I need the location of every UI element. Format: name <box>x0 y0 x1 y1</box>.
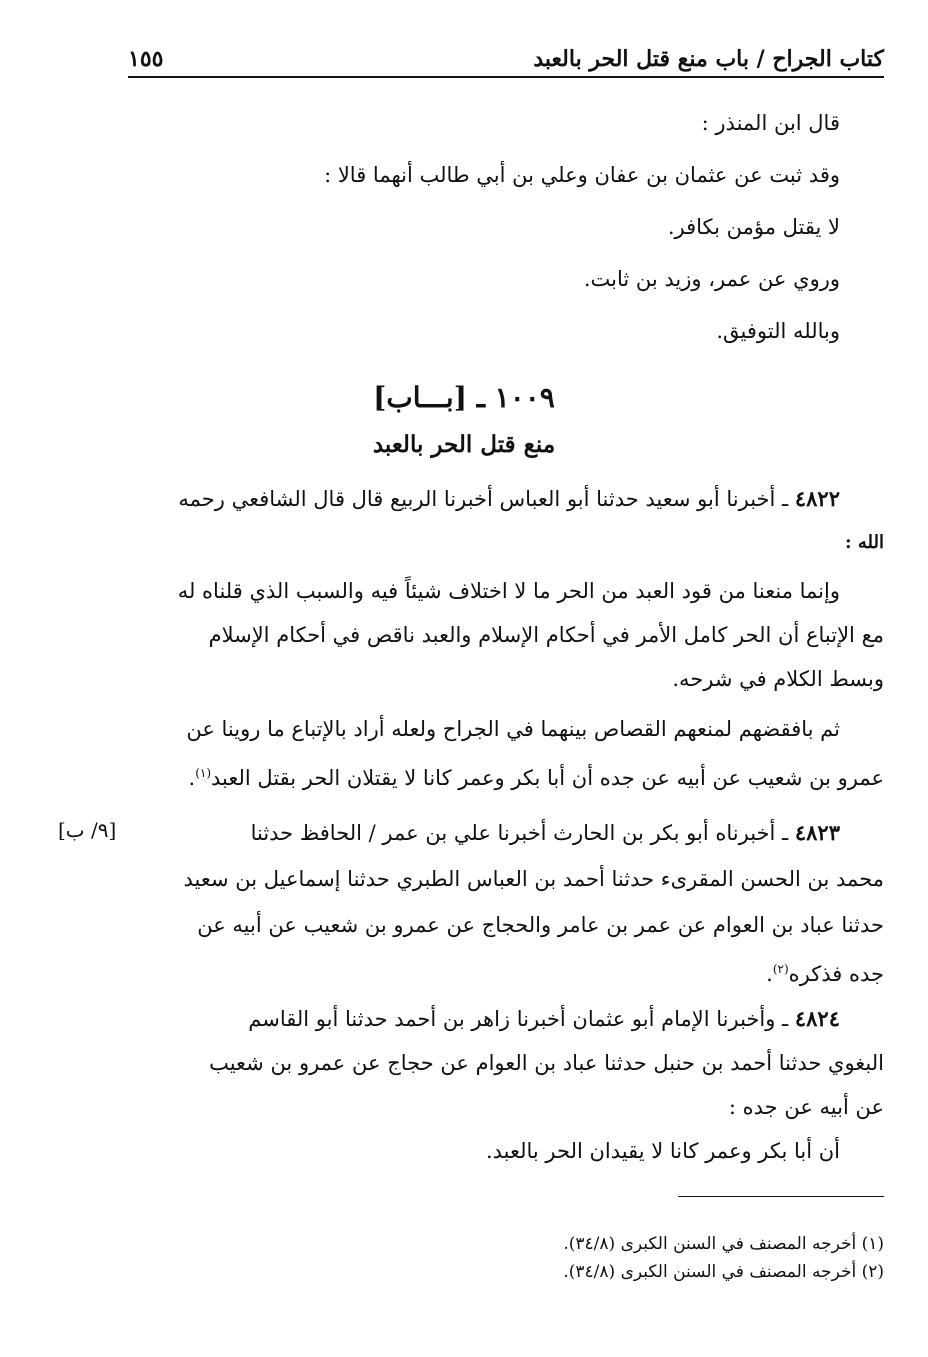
footnote-marker: (٢) <box>772 962 789 976</box>
text-line: لا يقتل مؤمن بكافر. <box>667 215 840 239</box>
hadith-number: ٤٨٢٢ <box>794 486 840 511</box>
text-line: أن أبا بكر وعمر كانا لا يقيدان الحر بالعبد. <box>485 1139 840 1163</box>
text-line: وقد ثبت عن عثمان بن عفان وعلي بن أبي طالب أنهما قالا : <box>324 163 840 187</box>
hadith-number: ٤٨٢٤ <box>794 1006 840 1031</box>
footnote: (٢) أخرجه المصنف في السنن الكبرى (٣٤/٨). <box>563 1262 884 1282</box>
hadith-text: ـ أخبرنا أبو سعيد حدثنا أبو العباس أخبرنا الربيع قال قال الشافعي رحمه <box>178 487 789 511</box>
hadith-text: ـ وأخبرنا الإمام أبو عثمان أخبرنا زاهر بن أحمد حدثنا أبو القاسم <box>248 1007 789 1031</box>
header-rule <box>128 76 884 78</box>
text-line-with-footnote <box>189 758 885 793</box>
running-title: كتاب الجراح / باب منع قتل الحر بالعبد <box>533 46 884 72</box>
text-line: الله : <box>844 532 884 553</box>
text-segment: جده فذكره <box>788 962 884 986</box>
text-line: محمد بن الحسن المقرىء حدثنا أحمد بن العباس الطبري حدثنا إسماعيل بن سعيد <box>183 867 884 891</box>
chapter-title: ١٠٠٩ ـ [بـــاب] <box>373 381 555 414</box>
hadith-4824-line <box>248 1004 840 1034</box>
text-line: عن أبيه عن جده : <box>728 1095 884 1119</box>
text-segment: . <box>766 962 773 986</box>
footnote: (١) أخرجه المصنف في السنن الكبرى (٣٤/٨). <box>563 1234 884 1254</box>
hadith-text: ـ أخبرناه أبو بكر بن الحارث أخبرنا علي بن عمر / الحافظ حدثنا <box>250 821 789 845</box>
text-line: البغوي حدثنا أحمد بن حنبل حدثنا عباد بن العوام عن حجاج عن عمرو بن شعيب <box>209 1051 884 1075</box>
chapter-subtitle: منع قتل الحر بالعبد <box>372 431 556 458</box>
margin-reference: [٩/ ب] <box>58 818 117 842</box>
footnote-marker: (١) <box>195 766 212 780</box>
text-segment: . <box>188 766 196 790</box>
hadith-number: ٤٨٢٣ <box>794 820 840 845</box>
text-line: وبسط الكلام في شرحه. <box>672 667 884 691</box>
text-line: ثم بافقضهم لمنعهم القصاص بينهما في الجراح ولعله أراد بالإتباع ما روينا عن <box>186 717 840 741</box>
text-line: وإنما منعنا من قود العبد من الحر ما لا اختلاف شيئاً فيه والسبب الذي قلناه له <box>177 579 840 603</box>
hadith-4822-line <box>178 484 840 514</box>
hadith-4823-line <box>251 818 840 848</box>
text-line: وروي عن عمر، وزيد بن ثابت. <box>583 267 840 291</box>
text-line-with-footnote <box>766 954 884 989</box>
text-line: وبالله التوفيق. <box>716 319 840 343</box>
text-line: مع الإتباع أن الحر كامل الأمر في أحكام الإسلام والعبد ناقص في أحكام الإسلام <box>208 623 884 647</box>
page-number: ١٥٥ <box>128 46 164 72</box>
text-segment: عمرو بن شعيب عن أبيه عن جده أن أبا بكر وعمر كانا لا يقتلان الحر بقتل العبد <box>211 766 884 790</box>
page-header <box>128 34 884 72</box>
footnote-rule <box>678 1196 884 1197</box>
text-line: قال ابن المنذر : <box>701 111 840 135</box>
text-line: حدثنا عباد بن العوام عن عمر بن عامر والحجاج عن عمرو بن شعيب عن أبيه عن <box>197 913 884 937</box>
